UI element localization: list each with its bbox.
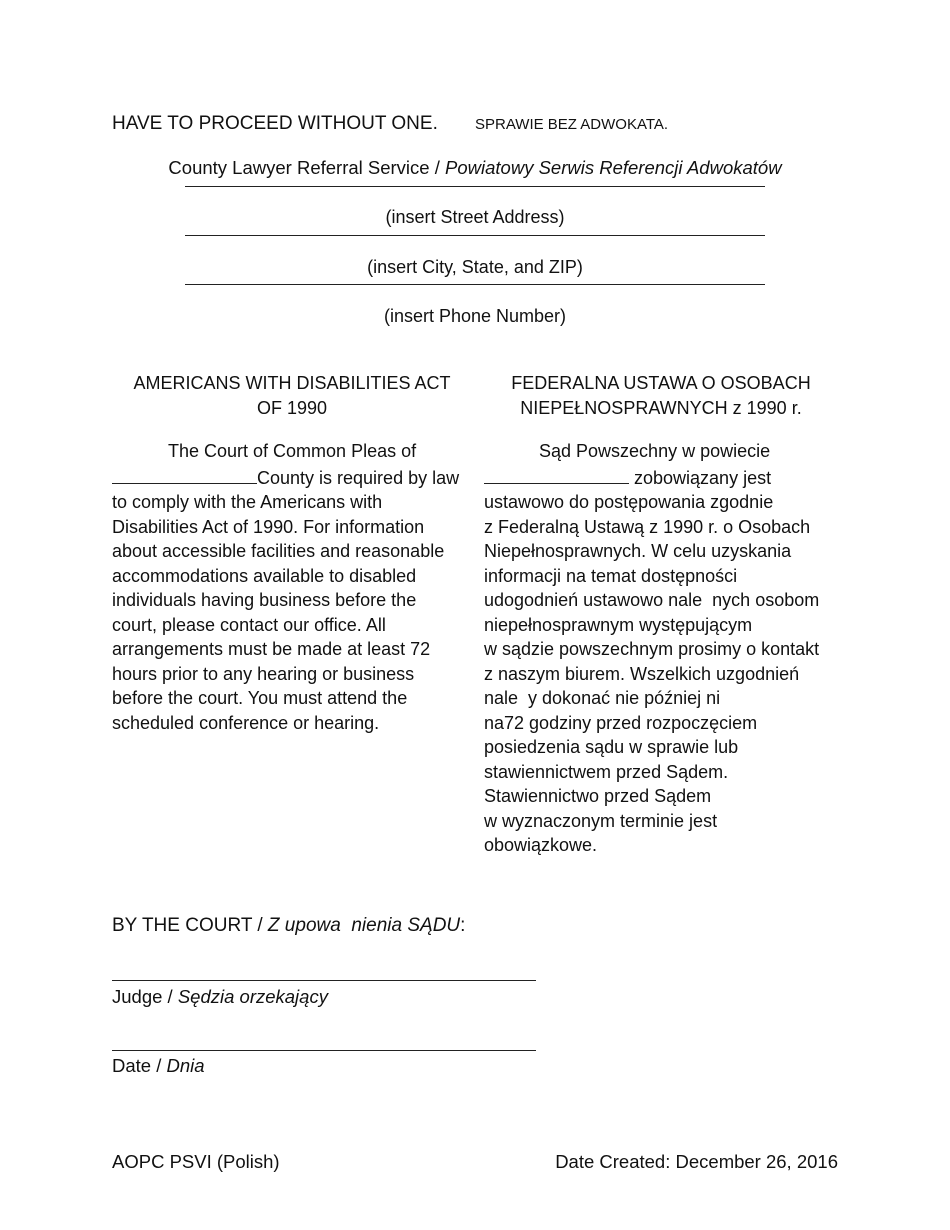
pl-line-7: udogodnień ustawowo nale nych osobom	[484, 590, 820, 610]
pl-line-13: posiedzenia sądu w sprawie lub	[484, 737, 739, 757]
en-line-8: court, please contact our office. All	[112, 614, 386, 635]
ada-english-heading-line-2: OF 1990	[256, 397, 328, 418]
judge-signature-line[interactable]	[112, 980, 536, 981]
by-the-court-english: BY THE COURT /	[112, 915, 268, 936]
date-signature-line[interactable]	[112, 1050, 536, 1051]
pl-line-4: z Federalną Ustawą z 1990 r. o Osobach	[484, 516, 811, 537]
pl-line-16: w wyznaczonym terminie jest	[484, 810, 718, 831]
by-the-court-colon: :	[460, 915, 466, 936]
pl-line-14: stawiennictwem przed Sądem.	[484, 761, 729, 782]
ada-english-heading-line-1: AMERICANS WITH DISABILITIES ACT	[133, 373, 451, 393]
pl-line-2	[484, 464, 838, 491]
en-line-1: The Court of Common Pleas of	[168, 441, 417, 461]
county-name-blank[interactable]	[112, 464, 257, 484]
pl-line-10: z naszym biurem. Wszelkich uzgodnień	[484, 663, 800, 684]
pl-line-1: Sąd Powszechny w powiecie	[539, 441, 771, 461]
judge-label-english: Judge /	[112, 986, 178, 1007]
pl-line-3: ustawowo do postępowania zgodnie	[484, 492, 774, 512]
by-the-court-polish: Z upowa nienia SĄDU	[267, 915, 461, 936]
en-line-2	[112, 464, 472, 491]
en-line-9: arrangements must be made at least 72	[112, 639, 431, 659]
en-line-3: to comply with the Americans with	[112, 492, 383, 512]
date-label-english: Date /	[112, 1055, 167, 1076]
en-line-10: hours prior to any hearing or business	[112, 663, 415, 684]
pl-line-5: Niepełnosprawnych. W celu uzyskania	[484, 541, 792, 561]
form-id: AOPC PSVI (Polish)	[112, 1151, 280, 1172]
pl-line-15: Stawiennictwo przed Sądem	[484, 786, 712, 806]
city-state-zip-label: (insert City, State, and ZIP)	[367, 257, 583, 277]
ada-english-paragraph	[112, 439, 472, 735]
date-label	[112, 1055, 205, 1077]
en-line-2-text: County is required by law	[257, 467, 460, 488]
referral-polish: Powiatowy Serwis Referencji Adwokatów	[445, 157, 782, 178]
en-line-4: Disabilities Act of 1990. For information	[112, 516, 425, 537]
en-line-12: scheduled conference or hearing.	[112, 712, 380, 733]
phone-number-label: (insert Phone Number)	[383, 306, 567, 326]
top-polish-text: SPRAWIE BEZ ADWOKATA.	[475, 116, 669, 133]
referral-english: County Lawyer Referral Service /	[168, 157, 446, 178]
by-the-court-line	[112, 915, 465, 937]
pl-line-2-text: zobowiązany jest	[629, 467, 772, 488]
street-address-blank[interactable]	[185, 186, 765, 187]
ada-english-heading	[112, 371, 472, 420]
pl-line-11: nale y dokonać nie później ni	[484, 688, 721, 708]
en-line-7: individuals having business before the	[112, 590, 417, 610]
pl-line-8: niepełnosprawnym występującym	[484, 614, 753, 635]
ada-polish-paragraph	[484, 439, 838, 858]
en-line-5: about accessible facilities and reasonable	[112, 541, 445, 561]
ada-polish-heading	[484, 371, 838, 420]
pl-line-17: obowiązkowe.	[484, 835, 598, 855]
referral-service-title	[112, 157, 838, 179]
date-label-polish: Dnia	[166, 1055, 205, 1076]
judge-label-polish: Sędzia orzekający	[177, 986, 328, 1007]
street-address-label: (insert Street Address)	[385, 207, 565, 227]
ada-polish-heading-line-1: FEDERALNA USTAWA O OSOBACH	[511, 373, 811, 393]
en-line-11: before the court. You must attend the	[112, 688, 408, 708]
pl-line-12: na72 godziny przed rozpoczęciem	[484, 712, 758, 733]
ada-polish-heading-line-2: NIEPEŁNOSPRAWNYCH z 1990 r.	[520, 397, 802, 418]
en-line-6: accommodations available to disabled	[112, 565, 417, 586]
judge-label	[112, 986, 328, 1008]
top-english-text: HAVE TO PROCEED WITHOUT ONE.	[112, 113, 438, 134]
date-created: Date Created: December 26, 2016	[555, 1151, 838, 1172]
powiat-name-blank[interactable]	[484, 464, 629, 484]
pl-line-9: w sądzie powszechnym prosimy o kontakt	[484, 639, 820, 659]
phone-number-blank[interactable]	[185, 284, 765, 285]
pl-line-6: informacji na temat dostępności	[484, 565, 738, 586]
city-state-zip-blank[interactable]	[185, 235, 765, 236]
